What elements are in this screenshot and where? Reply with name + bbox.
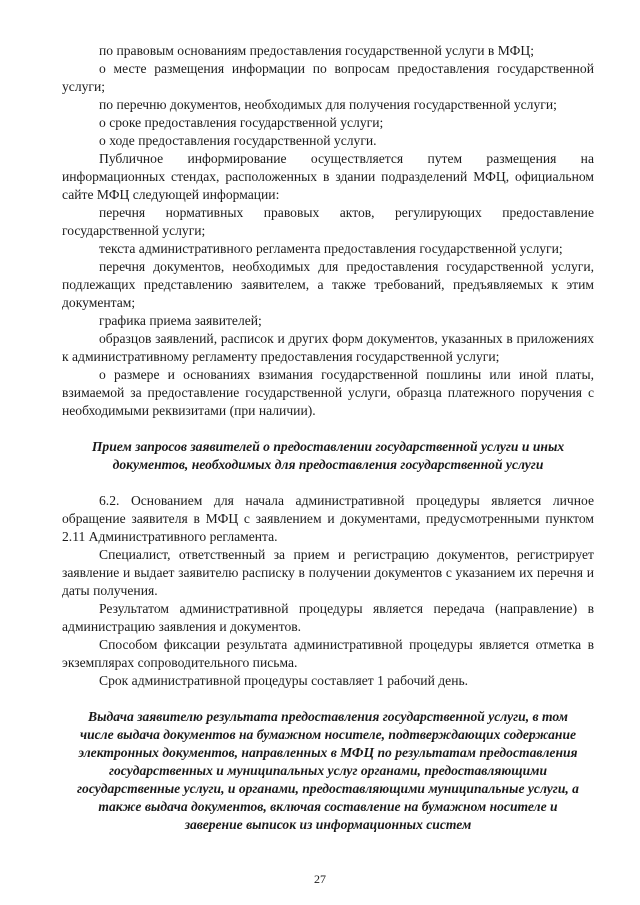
list-item: о ходе предоставления государственной услуги. <box>99 133 377 148</box>
list-item: о размере и основаниях взимания государственной пошлины или иной платы, взимаемой за предоставление государственной услуги, образца платежного поручения с необходимыми реквизитами (при наличии). <box>62 367 594 418</box>
paragraph: Срок административной процедуры составляет 1 рабочий день. <box>99 673 469 688</box>
list-item: текста административного регламента предоставления государственной услуги; <box>99 241 563 256</box>
paragraph: Специалист, ответственный за прием и регистрацию документов, регистрирует заявление и выдает заявителю расписку в получении документов с указанием их перечня и даты получения. <box>62 547 594 598</box>
list-item: графика приема заявителей; <box>99 313 262 328</box>
list-item: перечня документов, необходимых для предоставления государственной услуги, подлежащих представлению заявителем, а также требований, предъявляемых к этим документам; <box>62 259 594 310</box>
page-number: 27 <box>314 872 326 886</box>
list-item: по правовым основаниям предоставления государственной услуги в МФЦ; <box>99 43 534 58</box>
spacer <box>62 690 594 708</box>
section-heading: Прием запросов заявителей о предоставлении государственной услуги и иных документов, необходимых для предоставления государственной услуги <box>91 439 565 472</box>
list-item: перечня нормативных правовых актов, регулирующих предоставление государственной услуги; <box>62 205 594 238</box>
paragraph-public-info: Публичное информирование осуществляется путем размещения на информационных стендах, расположенных в здании подразделений МФЦ, официальном сайте МФЦ следующей информации: <box>62 151 594 202</box>
paragraph: Способом фиксации результата административной процедуры является отметка в экземплярах сопроводительного письма. <box>62 637 594 670</box>
paragraph: Результатом административной процедуры является передача (направление) в администрацию заявления и документов. <box>62 601 594 634</box>
list-item: образцов заявлений, расписок и других форм документов, указанных в приложениях к административному регламенту предоставления государственной услуги; <box>62 331 594 364</box>
spacer <box>62 420 594 438</box>
paragraph: 6.2. Основанием для начала административной процедуры является личное обращение заявителя в МФЦ с заявлением и документами, предусмотренными пунктом 2.11 Административного регламента. <box>62 493 594 544</box>
list-item: о сроке предоставления государственной услуги; <box>99 115 384 130</box>
list-item: по перечню документов, необходимых для получения государственной услуги; <box>99 97 557 112</box>
list-item: о месте размещения информации по вопросам предоставления государственной услуги; <box>62 61 594 94</box>
spacer <box>62 474 594 492</box>
section-heading: Выдача заявителю результата предоставления государственной услуги, в том числе выдача документов на бумажном носителе, подтверждающих содержание электронных документов, направленных в МФЦ по результатам предоставления государственных и муниципальных услуг органами, предоставляющими государственные услуги, и органами, предоставляющими муниципальные услуги, а также выдача документов, включая составление на бумажном носителе и заверение выписок из информационных систем <box>77 709 579 832</box>
